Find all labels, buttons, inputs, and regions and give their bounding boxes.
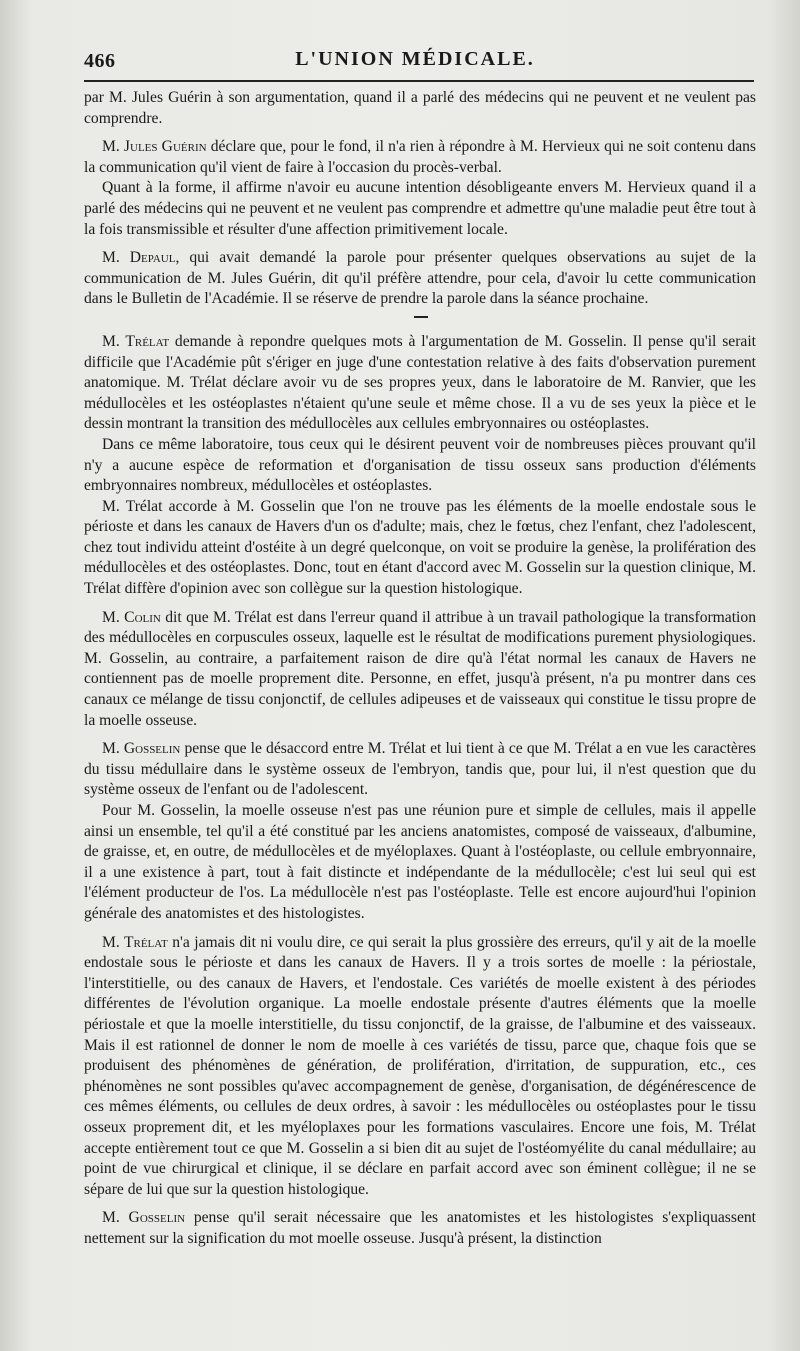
section-separator xyxy=(414,316,428,318)
speaker-name: M. Trélat xyxy=(102,933,168,951)
speaker-name: M. Trélat xyxy=(102,332,170,350)
page-header xyxy=(70,44,760,74)
page-number: 466 xyxy=(84,50,116,72)
journal-title: L'UNION MÉDICALE. xyxy=(295,48,535,70)
header-rule xyxy=(84,80,754,82)
paragraph: M. Trélat n'a jamais dit ni voulu dire, ce qui serait la plus grossière des erreurs, qu'il y ait de la moelle endostale sous le périoste et dans les canaux de Havers. Il y a trois sortes de moelle : la périostale, l'interstitielle, ou des canaux de Havers, et l'endostale. Ces variétés de moelle existent à des périodes différentes de l'évolution organique. La moelle endostale présente d'autres éléments que la moelle périostale et que la moelle interstitielle, du tissu conjonctif, de la graisse, de l'albumine et des vaisseaux. Mais il est rationnel de donner le nom de moelle à ces variétés de tissu, parce que, chaque fois que se produisent des phénomènes de génération, de prolifération, d'irritation, de suppuration, etc., ces phénomènes ne sont possibles qu'avec accompagnement de genèse, d'organisation, de dégénérescence de ces mêmes éléments, ou cellules de deux ordres, à savoir : les médullocèles ou ostéoplastes pour le tissu osseux proprement dit, et les myéloplaxes pour les formations vasculaires. Encore une fois, M. Trélat accepte entièrement tout ce que M. Gosselin a si bien dit au sujet de l'ostéomyélite du canal médullaire; au point de vue chirurgical et clinique, il se déclare en parfait accord avec son éminent collègue; il ne se sépare de lui que sur la question histologique. xyxy=(84,933,756,1198)
paragraph: M. Colin dit que M. Trélat est dans l'erreur quand il attribue à un travail pathologique la transformation des médullocèles en corpuscules osseux, laquelle est le résultat de modifications purement physiologiques. M. Gosselin, au contraire, a parfaitement raison de dire qu'à l'état normal les canaux de Havers ne contiennent pas de moelle proprement dite. Personne, en effet, jusqu'à présent, n'a pu montrer dans ces canaux ce mélange de tissu conjonctif, de cellules adipeuses et de vaisseaux qui constitue le tissu propre de la moelle osseuse. xyxy=(84,608,756,729)
speaker-name: M. Colin xyxy=(102,608,161,626)
speaker-name: M. Jules Guérin xyxy=(102,138,207,156)
paragraph: Quant à la forme, il affirme n'avoir eu aucune intention désobligeante envers M. Hervieux quand il a parlé des médecins qui ne peuvent et ne veulent pas comprendre et admettre qu'une maladie peut être tout à la fois transmissible et résulter d'une affection primitivement locale. xyxy=(84,179,756,238)
paragraph: M. Gosselin pense que le désaccord entre M. Trélat et lui tient à ce que M. Trélat a en vue les caractères du tissu médullaire dans le système osseux de l'embryon, tandis que, pour lui, il n'est question que du système osseux de l'enfant ou de l'adolescent. xyxy=(84,740,756,799)
paragraph: M. Gosselin pense qu'il serait nécessaire que les anatomistes et les histologistes s'expliquassent nettement sur la signification du mot moelle osseuse. Jusqu'à présent, la distinction xyxy=(84,1209,756,1247)
speaker-name: M. Depaul xyxy=(102,249,176,267)
paragraph: M. Trélat accorde à M. Gosselin que l'on ne trouve pas les éléments de la moelle endostale sous le périoste et dans les canaux de Havers d'un os d'adulte; mais, chez le fœtus, chez l'enfant, chez l'adolescent, chez tout individu atteint d'ostéite à un degré quelconque, on voit se produire la genèse, la prolifération des médullocèles et des ostéoplastes. Donc, tout en étant d'accord avec M. Gosselin sur la question clinique, M. Trélat diffère d'opinion avec son collègue sur la question histologique. xyxy=(84,497,756,598)
article-body xyxy=(84,88,756,1249)
paragraph: Dans ce même laboratoire, tous ceux qui le désirent peuvent voir de nombreuses pièces prouvant qu'il n'y a aucune espèce de reformation et d'organisation de tissu osseux sans production d'éléments embryonnaires nombreux, médullocèles et ostéoplastes. xyxy=(84,435,756,495)
paragraph: M. Trélat demande à repondre quelques mots à l'argumentation de M. Gosselin. Il pense qu'il serait difficile que l'Académie pût s'ériger en juge d'une contestation relative à des faits d'observation purement anatomique. M. Trélat déclare avoir vu de ses propres yeux, dans le laboratoire de M. Ranvier, que les médullocèles et les ostéoplastes n'étaient qu'une seule et même chose. Il a vu de ses yeux la pièce et le dessin montrant la transition des médullocèles aux cellules embryonnaires ou ostéoplastes. xyxy=(84,332,756,433)
paragraph: M. Jules Guérin déclare que, pour le fond, il n'a rien à répondre à M. Hervieux qui ne soit contenu dans la communication qu'il vient de faire à l'occasion du procès-verbal. xyxy=(84,138,756,176)
paragraph: par M. Jules Guérin à son argumentation, quand il a parlé des médecins qui ne peuvent et ne veulent pas comprendre. xyxy=(84,89,756,127)
paragraph: M. Depaul, qui avait demandé la parole pour présenter quelques observations au sujet de la communication de M. Jules Guérin, dit qu'il préfère attendre, pour cela, d'avoir lu cette communication dans le Bulletin de l'Académie. Il se réserve de prendre la parole dans la séance prochaine. xyxy=(84,249,756,308)
speaker-name: M. Gosselin xyxy=(102,740,181,758)
speaker-name: M. Gosselin xyxy=(102,1209,186,1227)
paragraph: Pour M. Gosselin, la moelle osseuse n'est pas une réunion pure et simple de cellules, mais il appelle ainsi un ensemble, tel qu'il a été constitué par les anciens anatomistes, composé de vaisseaux, d'albumine, de graisse, et, en outre, de médullocèles et de myéloplaxes. Quant à l'ostéoplaste, ou cellule embryonnaire, il a une existence à part, tout à fait distincte et indépendante de la médullocèle; c'est lui seul qui est l'élément producteur de l'os. La médullocèle n'est pas l'ostéoplaste. Telle est encore aujourd'hui l'opinion générale des anatomistes et des histologistes. xyxy=(84,802,756,922)
